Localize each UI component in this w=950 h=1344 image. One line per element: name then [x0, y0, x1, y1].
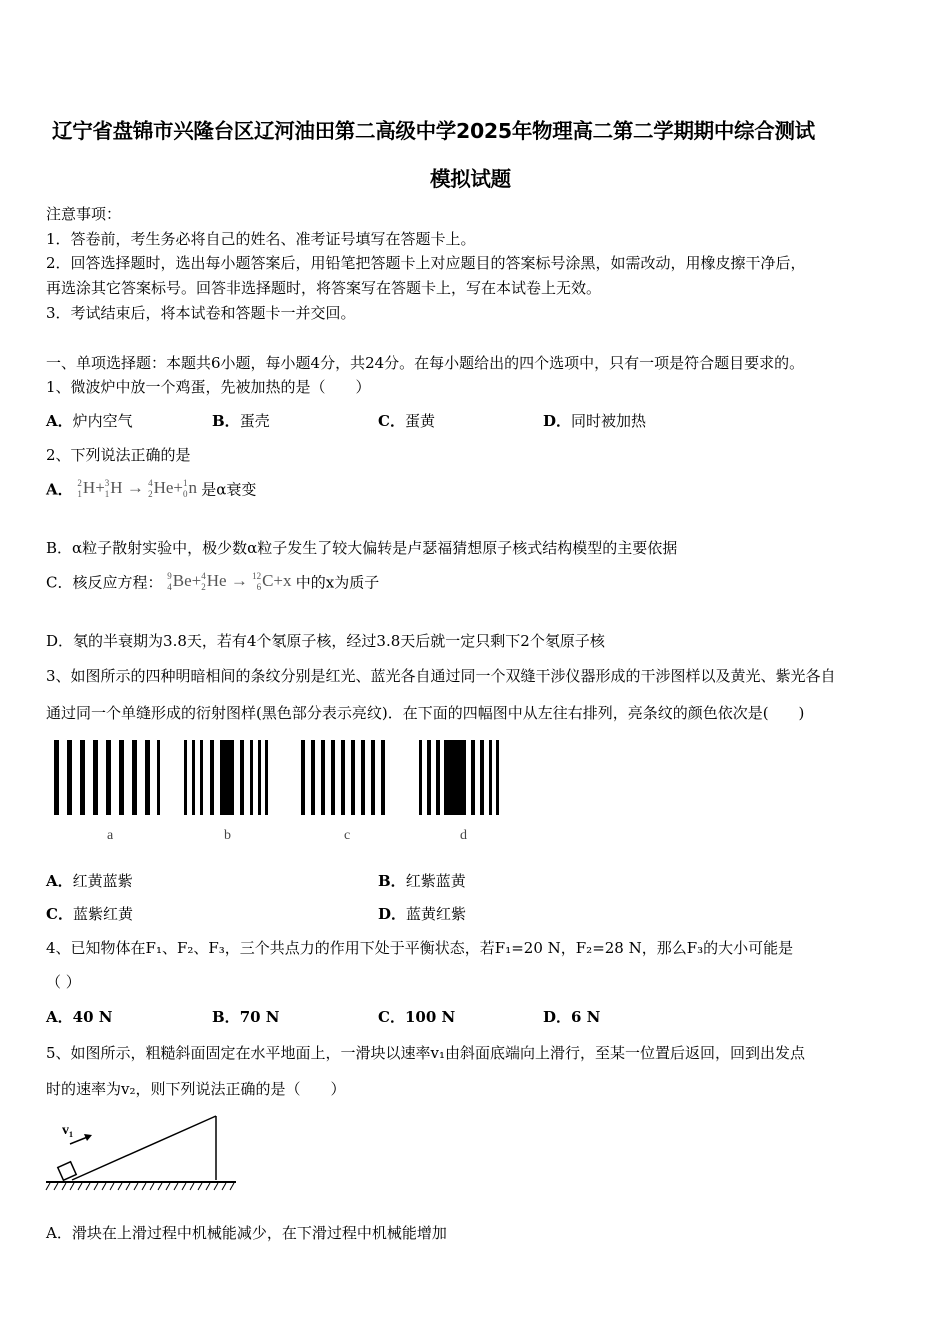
question-3-stem: 3、如图所示的四种明暗相间的条纹分别是红光、蓝光各自通过同一个双缝干涉仪器形成的干涉图样以及黄光、紫光各自: [46, 667, 836, 685]
fringe-pattern-c: [301, 740, 385, 815]
q2-option-c: C．核反应方程： 9 4 Be+ 4 2 He → 12 6 C+x 中的x为质子: [46, 571, 380, 593]
q3-option-d: D．蓝黄红紫: [378, 905, 467, 923]
notice-item: 再选涂其它答案标号。回答非选择题时，将答案写在答题卡上，写在本试卷上无效。: [46, 279, 602, 297]
q5-option-a: A．滑块在上滑过程中机械能减少，在下滑过程中机械能增加: [46, 1224, 447, 1242]
q4-option-c: C．100 N: [378, 1008, 456, 1026]
figure-label-a: a: [107, 828, 114, 843]
q1-option-a: A．炉内空气: [46, 412, 133, 430]
question-1-stem: 1、微波炉中放一个鸡蛋，先被加热的是（ ）: [46, 378, 371, 396]
incline-slope: [72, 1116, 216, 1180]
q4-option-a: A．40 N: [46, 1008, 113, 1026]
figure-label-b: b: [224, 828, 231, 843]
q4-option-d: D．6 N: [543, 1008, 601, 1026]
slider-block: [58, 1162, 76, 1180]
q2-option-a: A． 2 1 H+ 3 1 H → 4 2 He+ 1 0 n 是α衰变: [46, 478, 257, 500]
section-heading: 一、单项选择题：本题共6小题，每小题4分，共24分。在每小题给出的四个选项中，只有一项是符合题目要求的。: [46, 354, 805, 372]
question-5-stem: 5、如图所示，粗糙斜面固定在水平地面上，一滑块以速率v₁由斜面底端向上滑行，至某一位置后返回，回到出发点: [46, 1044, 806, 1062]
question-2-stem: 2、下列说法正确的是: [46, 446, 191, 464]
figure-label-d: d: [460, 828, 467, 843]
nuclear-equation-a: 2 1 H+ 3 1 H → 4 2 He+ 1 0 n: [77, 478, 197, 500]
q3-option-b: B．红紫蓝黄: [378, 872, 466, 890]
question-3-stem-cont: 通过同一个单缝形成的衍射图样(黑色部分表示亮纹)．在下面的四幅图中从左往右排列，亮条纹的颜色依次是( ): [46, 704, 805, 722]
page-title: 辽宁省盘锦市兴隆台区辽河油田第二高级中学2025年物理高二第二学期期中综合测试: [52, 119, 815, 143]
q2-option-d: D．氡的半衰期为3.8天，若有4个氡原子核，经过3.8天后就一定只剩下2个氡原子核: [46, 632, 605, 650]
fringe-patterns-figure: [44, 735, 504, 845]
q2-option-b: B．α粒子散射实验中，极少数α粒子发生了较大偏转是卢瑟福猜想原子核式结构模型的主要依据: [46, 539, 678, 557]
velocity-label: v₁: [62, 1123, 74, 1138]
notice-item: 1．答卷前，考生务必将自己的姓名、准考证号填写在答题卡上。: [46, 230, 476, 248]
nuclear-equation-c: 9 4 Be+ 4 2 He → 12 6 C+x: [167, 571, 292, 593]
q1-option-b: B．蛋壳: [212, 412, 270, 430]
q4-option-b: B．70 N: [212, 1008, 280, 1026]
page-title-line2: 模拟试题: [430, 167, 511, 191]
question-4-stem-cont: （ ）: [46, 973, 81, 991]
notice-heading: 注意事项：: [46, 205, 122, 223]
question-5-stem-cont: 时的速率为v₂，则下列说法正确的是（ ）: [46, 1080, 346, 1098]
q1-option-c: C．蛋黄: [378, 412, 435, 430]
figure-label-c: c: [344, 828, 351, 843]
question-4-stem: 4、已知物体在F₁、F₂、F₃，三个共点力的作用下处于平衡状态，若F₁=20 N，F₂=28 N，那么F₃的大小可能是: [46, 939, 794, 957]
incline-figure: [44, 1112, 240, 1194]
q3-option-c: C．蓝紫红黄: [46, 905, 133, 923]
q1-option-d: D．同时被加热: [543, 412, 647, 430]
notice-item: 2．回答选择题时，选出每小题答案后，用铅笔把答题卡上对应题目的答案标号涂黑，如需改动，用橡皮擦干净后，: [46, 254, 806, 272]
q3-option-a: A．红黄蓝紫: [46, 872, 133, 890]
notice-item: 3．考试结束后，将本试卷和答题卡一并交回。: [46, 304, 356, 322]
